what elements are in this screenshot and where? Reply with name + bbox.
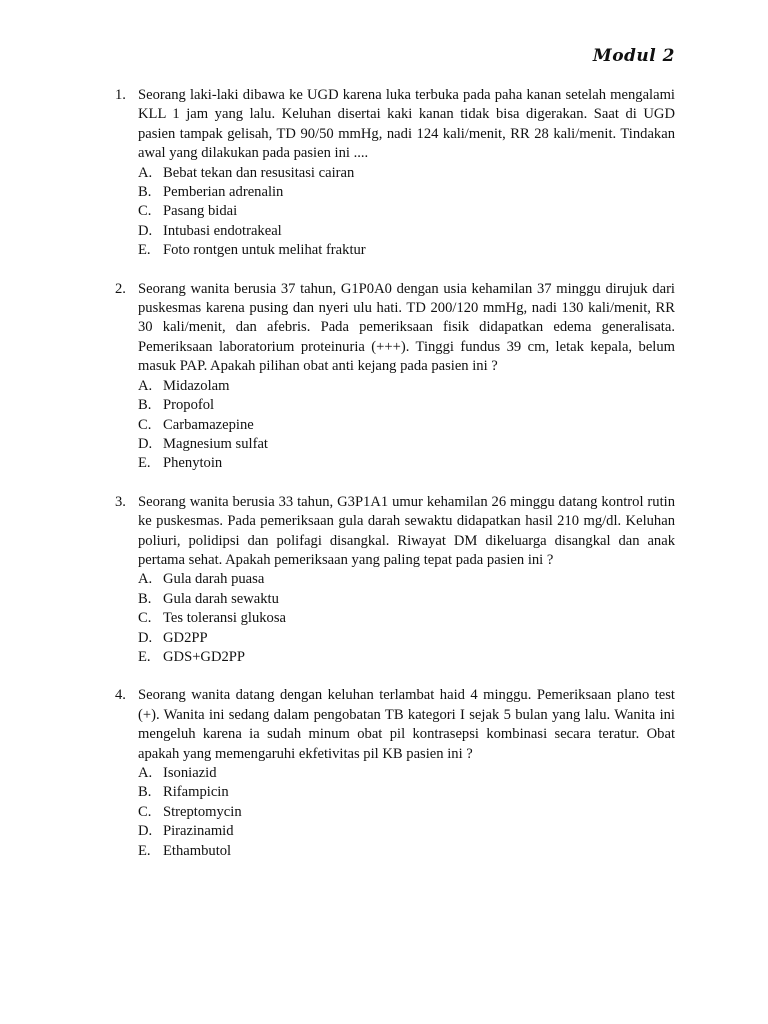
answer-option xyxy=(138,609,675,628)
question-text: Seorang wanita datang dengan keluhan terlambat haid 4 minggu. Pemeriksaan plano test (+). Wanita ini sedang dalam pengobatan TB kategori I sejak 5 bulan yang lalu. Wanita ini mengeluh karena ia sudah minum obat pil kontrasepsi kombinasi secara teratur. Obat apakah yang memengaruhi ekfetivitas pil KB pasien ini ? xyxy=(138,687,675,762)
option-text: Gula darah sewaktu xyxy=(163,590,279,607)
question-item xyxy=(115,280,675,474)
option-letter: C. xyxy=(138,203,152,220)
answer-option xyxy=(138,590,675,609)
option-letter: E. xyxy=(138,648,151,665)
option-text: Midazolam xyxy=(163,377,230,394)
option-letter: C. xyxy=(138,610,152,627)
question-text: Seorang laki-laki dibawa ke UGD karena luka terbuka pada paha kanan setelah mengalami KLL 1 jam yang lalu. Keluhan disertai kaki kanan tidak bisa digerakan. Saat di UGD pasien tampak gelisah, TD 90/50 mmHg, nadi 124 kali/menit, RR 28 kali/menit. Tindakan awal yang dilakukan pada pasien ini .... xyxy=(138,87,675,162)
option-text: GDS+GD2PP xyxy=(163,648,246,665)
answer-option xyxy=(138,396,675,415)
option-letter: B. xyxy=(138,184,152,201)
option-letter: A. xyxy=(138,571,153,588)
answer-option xyxy=(138,803,675,822)
option-list xyxy=(138,764,675,861)
option-text: Phenytoin xyxy=(163,455,223,472)
question-list xyxy=(115,86,675,880)
answer-option xyxy=(138,202,675,221)
option-letter: E. xyxy=(138,242,151,259)
answer-option xyxy=(138,783,675,802)
answer-option xyxy=(138,164,675,183)
answer-option xyxy=(138,241,675,260)
option-letter: B. xyxy=(138,397,152,414)
module-title: Modul 2 xyxy=(592,46,675,66)
option-letter: D. xyxy=(138,222,153,239)
question-text: Seorang wanita berusia 33 tahun, G3P1A1 umur kehamilan 26 minggu datang kontrol rutin ke puskesmas. Pada pemeriksaan gula darah sewaktu didapatkan hasil 210 mg/dl. Keluhan poliuri, polidipsi dan polifagi disangkal. Riwayat DM dikeluarga disangkal dan anak pertama sehat. Apakah pemeriksaan yang paling tepat pada pasien ini ? xyxy=(138,493,675,568)
option-text: Propofol xyxy=(163,397,215,414)
option-letter: C. xyxy=(138,803,152,820)
option-text: Tes toleransi glukosa xyxy=(163,610,286,627)
option-letter: A. xyxy=(138,765,153,781)
option-letter: E. xyxy=(138,842,151,859)
option-list xyxy=(138,570,675,667)
answer-option xyxy=(138,822,675,841)
answer-option xyxy=(138,842,675,861)
option-list xyxy=(138,377,675,474)
option-letter: C. xyxy=(138,416,152,433)
option-text: Carbamazepine xyxy=(163,416,254,433)
option-text: Intubasi endotrakeal xyxy=(163,222,282,239)
answer-option xyxy=(138,764,675,783)
option-text: Gula darah puasa xyxy=(163,571,265,588)
option-text: Pemberian adrenalin xyxy=(163,184,284,201)
option-letter: D. xyxy=(138,823,153,840)
option-text: Rifampicin xyxy=(163,784,229,801)
option-text: Pirazinamid xyxy=(163,823,234,840)
option-text: Foto rontgen untuk melihat fraktur xyxy=(163,242,366,259)
option-letter: B. xyxy=(138,590,152,607)
option-letter: E. xyxy=(138,455,151,472)
option-text: Ethambutol xyxy=(163,842,232,859)
option-text: Bebat tekan dan resusitasi cairan xyxy=(163,164,355,181)
answer-option xyxy=(138,629,675,648)
option-list xyxy=(138,164,675,261)
option-letter: B. xyxy=(138,784,152,801)
option-letter: A. xyxy=(138,164,153,181)
option-letter: A. xyxy=(138,377,153,394)
question-number: 4. xyxy=(115,687,126,704)
option-letter: D. xyxy=(138,629,153,646)
question-text: Seorang wanita berusia 37 tahun, G1P0A0 dengan usia kehamilan 37 minggu dirujuk dari puskesmas karena pusing dan nyeri ulu hati. TD 200/120 mmHg, nadi 130 kali/menit, RR 30 kali/menit, dan afebris. Pada pemeriksaan fisik didapatkan edema generalisata. Pemeriksaan laboratorium proteinuria (+++). Tinggi fundus 39 cm, letak kepala, belum masuk PAP. Apakah pilihan obat anti kejang pada pasien ini ? xyxy=(138,280,675,375)
answer-option xyxy=(138,416,675,435)
option-text: Streptomycin xyxy=(163,803,242,820)
question-item xyxy=(115,686,675,861)
option-text: Pasang bidai xyxy=(163,203,238,220)
option-letter: D. xyxy=(138,435,153,452)
option-text: GD2PP xyxy=(163,629,208,646)
question-number: 3. xyxy=(115,493,126,510)
question-item xyxy=(115,493,675,668)
answer-option xyxy=(138,435,675,454)
answer-option xyxy=(138,183,675,202)
question-item xyxy=(115,86,675,261)
answer-option xyxy=(138,377,675,396)
answer-option xyxy=(138,570,675,589)
option-text: Magnesium sulfat xyxy=(163,435,268,452)
option-text: Isoniazid xyxy=(163,765,217,781)
answer-option xyxy=(138,454,675,473)
question-number: 2. xyxy=(115,280,126,297)
answer-option xyxy=(138,222,675,241)
question-number: 1. xyxy=(115,87,126,103)
answer-option xyxy=(138,648,675,667)
